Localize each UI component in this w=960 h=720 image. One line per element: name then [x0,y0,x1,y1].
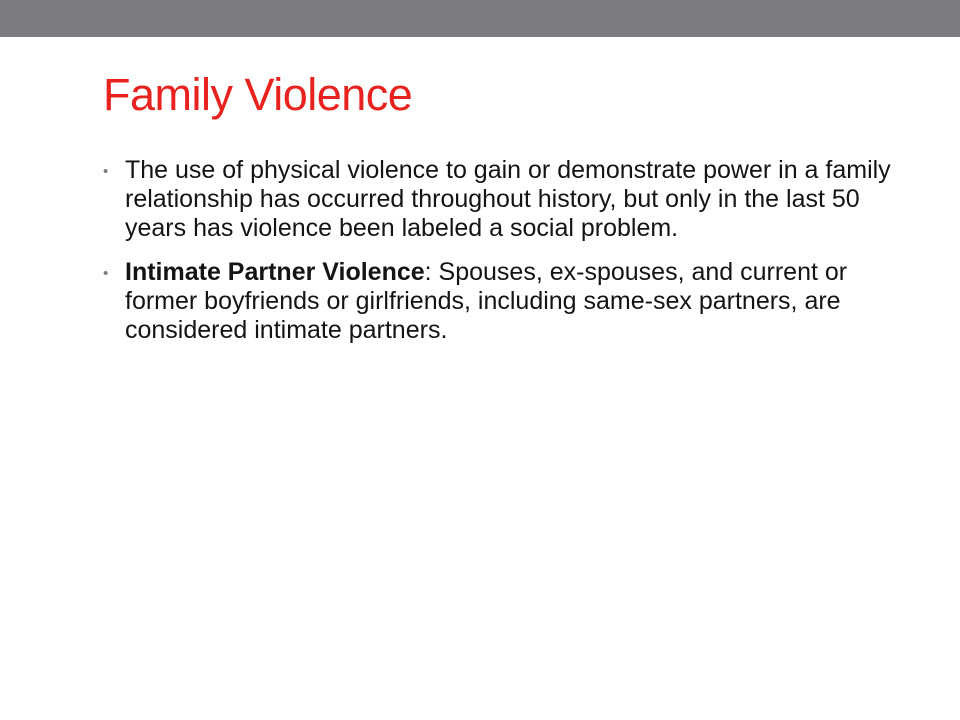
bullet-list [103,156,903,360]
bullet-text: The use of physical violence to gain or demonstrate power in a family relationship has occurred throughout history, but only in the last 50 years has violence been labeled a social problem. [125,156,891,242]
bullet-text: : Spouses, ex-spouses, and current or former boyfriends or girlfriends, including same-sex partners, are considered intimate partners. [125,258,848,344]
top-accent-bar [0,0,960,37]
bullet-item-intimate-partner-violence [103,258,903,345]
slide-title: Family Violence [103,69,413,120]
bullet-term: Intimate Partner Violence [125,258,425,286]
bullet-item-history [103,156,903,243]
bullet-marker: • [103,163,109,180]
bullet-marker: • [103,265,109,282]
